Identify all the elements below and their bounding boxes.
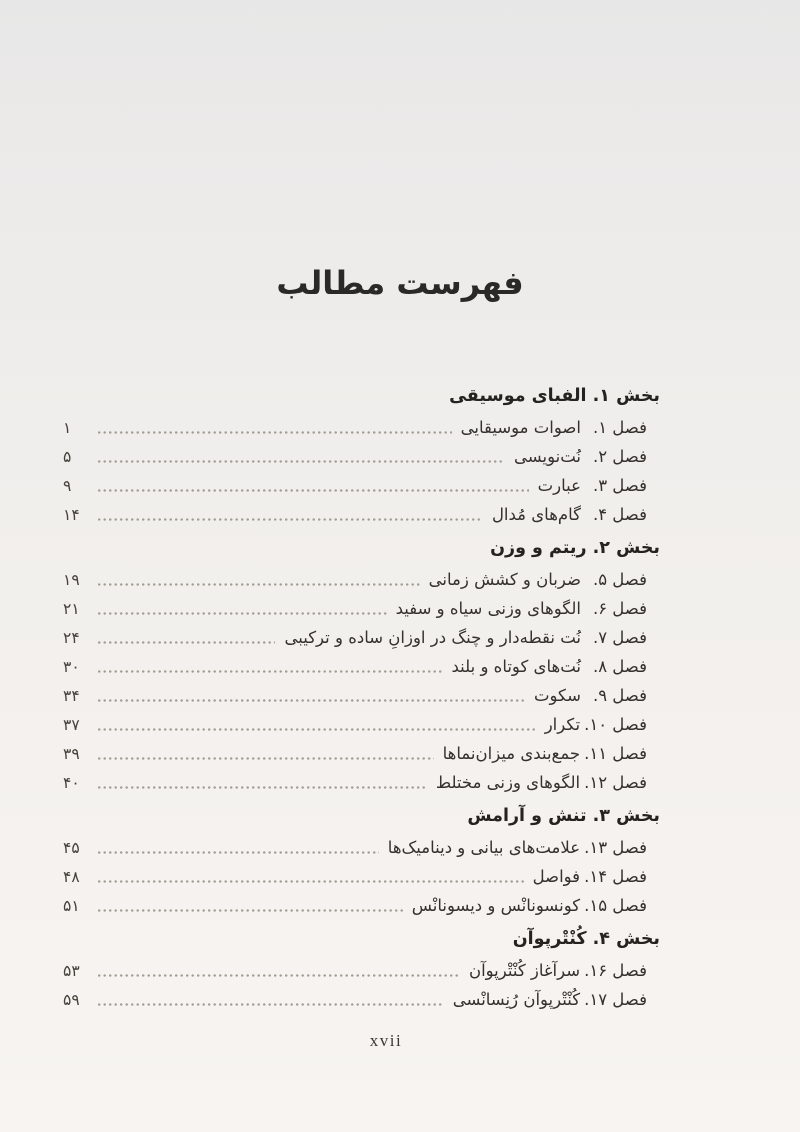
chapter-page-number: ۳۷	[63, 716, 80, 734]
page-title: فهرست مطالب	[276, 264, 524, 302]
dotted-leader	[98, 1003, 444, 1006]
dotted-leader	[98, 612, 387, 615]
toc-entry	[63, 679, 660, 708]
chapter-label: فصل ۱۷.	[584, 990, 647, 1009]
dotted-leader	[98, 909, 403, 912]
chapter-page-number: ۱	[63, 419, 72, 437]
chapter-label: فصل ۹.	[592, 686, 647, 705]
chapter-label: فصل ۳.	[592, 476, 647, 495]
section-chapter-list	[63, 563, 660, 795]
table-of-contents	[63, 382, 660, 1019]
chapter-title: کونسونانْس و دیسونانْس	[411, 896, 581, 915]
toc-entry	[63, 411, 660, 440]
section-heading: بخش ۳. تنش و آرامش	[467, 806, 660, 826]
section-heading: بخش ۴. کُنْتْرپوآن	[512, 929, 660, 949]
chapter-page-number: ۵۹	[63, 991, 80, 1009]
chapter-page-number: ۲۱	[63, 600, 80, 618]
toc-entry	[63, 650, 660, 679]
footer-page-number: xvii	[369, 1031, 403, 1050]
toc-entry	[63, 592, 660, 621]
chapter-page-number: ۴۸	[63, 868, 80, 886]
toc-section	[63, 925, 660, 1012]
chapter-label: فصل ۱۴.	[584, 867, 647, 886]
toc-entry	[63, 469, 660, 498]
chapter-label: فصل ۶.	[592, 599, 647, 618]
chapter-title: جمع‌بندی میزان‌نماها	[442, 744, 581, 763]
toc-entry	[63, 766, 660, 795]
chapter-label: فصل ۱.	[592, 418, 647, 437]
chapter-label: فصل ۱۵.	[584, 896, 647, 915]
toc-section	[63, 534, 660, 795]
chapter-label: فصل ۵.	[592, 570, 647, 589]
dotted-leader	[98, 699, 525, 702]
section-chapter-list	[63, 954, 660, 1012]
toc-entry	[63, 954, 660, 983]
dotted-leader	[98, 974, 460, 977]
dotted-leader	[98, 641, 275, 644]
dotted-leader	[98, 431, 452, 434]
chapter-label: فصل ۱۱.	[584, 744, 647, 763]
dotted-leader	[98, 489, 529, 492]
chapter-page-number: ۳۰	[63, 658, 80, 676]
chapter-label: فصل ۸.	[592, 657, 647, 676]
toc-section	[63, 802, 660, 918]
toc-entry	[63, 860, 660, 889]
section-heading: بخش ۲. ریتم و وزن	[490, 538, 660, 558]
chapter-title: نُت‌های کوتاه و بلند	[451, 657, 581, 676]
chapter-label: فصل ۲.	[592, 447, 647, 466]
toc-entry	[63, 708, 660, 737]
toc-section	[63, 382, 660, 527]
section-chapter-list	[63, 411, 660, 527]
chapter-title: فواصل	[532, 867, 581, 886]
chapter-page-number: ۱۹	[63, 571, 80, 589]
chapter-title: علامت‌های بیانی و دینامیک‌ها	[387, 838, 581, 857]
chapter-title: ضربان و کشش زمانی	[428, 570, 581, 589]
dotted-leader	[98, 518, 483, 521]
chapter-label: فصل ۱۶.	[584, 961, 647, 980]
chapter-page-number: ۵	[63, 448, 72, 466]
chapter-page-number: ۲۴	[63, 629, 80, 647]
chapter-page-number: ۴۵	[63, 839, 80, 857]
toc-entry	[63, 737, 660, 766]
dotted-leader	[98, 728, 536, 731]
toc-entry	[63, 563, 660, 592]
chapter-label: فصل ۴.	[592, 505, 647, 524]
dotted-leader	[98, 880, 524, 883]
chapter-label: فصل ۱۳.	[584, 838, 647, 857]
section-heading: بخش ۱. الفبای موسیقی	[449, 386, 660, 406]
dotted-leader	[98, 851, 379, 854]
chapter-page-number: ۵۱	[63, 897, 80, 915]
chapter-page-number: ۳۴	[63, 687, 80, 705]
chapter-title: الگوهای وزنی سیاه و سفید	[395, 599, 581, 618]
chapter-title: سرآغاز کُنْتْرپوآن	[468, 961, 581, 980]
dotted-leader	[98, 460, 505, 463]
chapter-title: عبارت	[537, 476, 581, 495]
dotted-leader	[98, 583, 420, 586]
chapter-page-number: ۱۴	[63, 506, 80, 524]
chapter-title: الگوهای وزنی مختلط	[435, 773, 581, 792]
section-chapter-list	[63, 831, 660, 918]
toc-entry	[63, 440, 660, 469]
chapter-title: نُت نقطه‌دار و چنگ در اوزانِ ساده و ترکیبی	[284, 628, 581, 647]
dotted-leader	[98, 670, 443, 673]
chapter-page-number: ۳۹	[63, 745, 80, 763]
chapter-title: نُت‌نویسی	[514, 447, 581, 466]
chapter-label: فصل ۷.	[592, 628, 647, 647]
chapter-title: اصوات موسیقایی	[460, 418, 581, 437]
chapter-page-number: ۵۳	[63, 962, 80, 980]
chapter-title: کُنْتْرپوآن رُنِسانْسی	[452, 990, 581, 1009]
toc-entry	[63, 621, 660, 650]
toc-entry	[63, 498, 660, 527]
toc-entry	[63, 983, 660, 1012]
chapter-page-number: ۹	[63, 477, 72, 495]
toc-entry	[63, 831, 660, 860]
chapter-label: فصل ۱۰.	[584, 715, 647, 734]
chapter-title: تکرار	[544, 715, 581, 734]
chapter-label: فصل ۱۲.	[584, 773, 647, 792]
dotted-leader	[98, 786, 427, 789]
dotted-leader	[98, 757, 434, 760]
chapter-page-number: ۴۰	[63, 774, 80, 792]
toc-entry	[63, 889, 660, 918]
chapter-title: گام‌های مُدال	[491, 505, 581, 524]
chapter-title: سکوت	[534, 686, 581, 705]
